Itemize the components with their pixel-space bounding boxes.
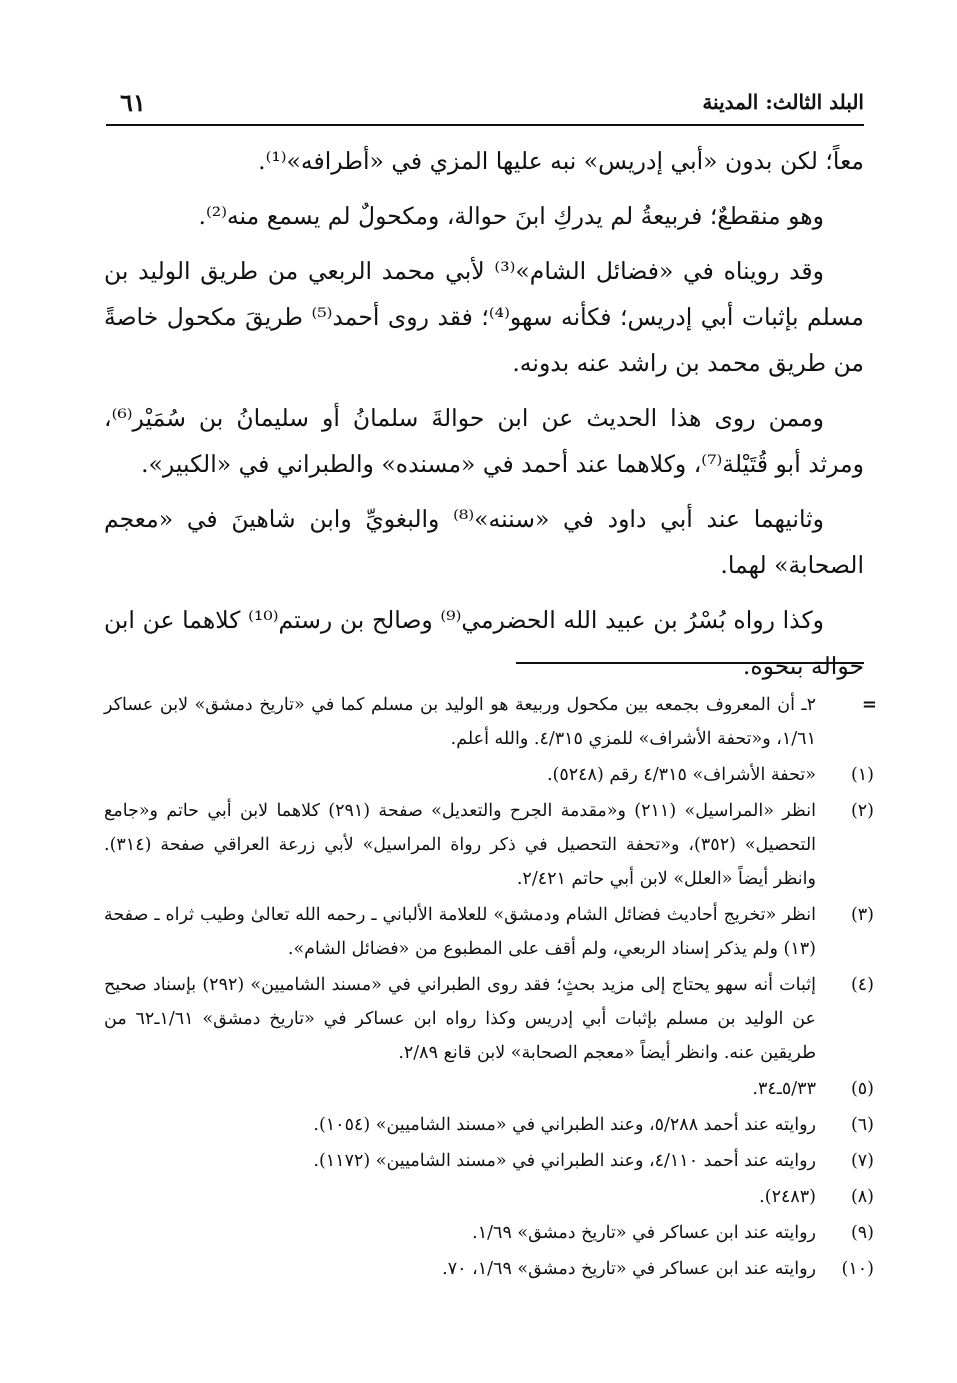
footnote-number: (١)	[850, 765, 874, 785]
footnote-text: ٥/٣٣ـ٣٤.	[752, 1079, 816, 1099]
footnote-number: (١٠)	[841, 1259, 874, 1279]
paragraph: وكذا رواه بُسْرُ بن عبيد الله الحضرمي⁽⁹⁾ وصالح بن رستم⁽¹⁰⁾ كلاهما عن ابن حوالة بنحوه.	[104, 606, 864, 680]
footnote-text: «تحفة الأشراف» ٤/٣١٥ رقم (٥٢٤٨).	[546, 765, 816, 785]
footnote-number: (٨)	[850, 1187, 874, 1207]
footnote-number: (٦)	[850, 1115, 874, 1135]
footnote-item	[104, 1180, 874, 1214]
footnote-text: إثبات أنه سهو يحتاج إلى مزيد بحثٍ؛ فقد روى الطبراني في «مسند الشاميين» (٢٩٢) بإسناد صحيح عن الوليد بن مسلم بإثبات أبي إدريس وكذا رواه ابن عساكر في «تاريخ دمشق» ١/٦١ـ٦٢ من طريقين عنه. وانظر أيضاً «معجم الصحابة» لابن قانع ٢/٨٩.	[104, 975, 816, 1063]
footnote-item	[104, 898, 874, 966]
page-header	[106, 82, 864, 122]
running-title: البلد الثالث: المدينة	[702, 90, 864, 114]
footnote-item	[104, 1072, 874, 1106]
footnote-item	[104, 794, 874, 896]
paragraph: وثانيهما عند أبي داود في «سننه»⁽⁸⁾ والبغويِّ وابن شاهينَ في «معجم الصحابة» لهما.	[104, 505, 864, 579]
footnote-item	[104, 1216, 874, 1250]
footnote-text: انظر «المراسيل» (٢١١) و«مقدمة الجرح والتعديل» صفحة (٢٩١) كلاهما لابن أبي حاتم و«جامع التحصيل» (٣٥٢)، و«تحفة التحصيل في ذكر رواة المراسيل» لأبي زرعة العراقي صفحة (٣١٤). وانظر أيضاً «العلل» لابن أبي حاتم ٢/٤٢١.	[104, 801, 817, 889]
footnote-number: (٥)	[850, 1079, 874, 1099]
footnote-text: روايته عند ابن عساكر في «تاريخ دمشق» ١/٦٩.	[472, 1223, 816, 1243]
footnote-item	[104, 1108, 874, 1142]
footnote-item	[104, 968, 874, 1070]
paragraph: معاً؛ لكن بدون «أبي إدريس» نبه عليها المزي في «أطرافه»⁽¹⁾.	[258, 147, 864, 175]
footnote-continued-mark: =	[861, 694, 877, 715]
footnote-text: ٢ـ أن المعروف بجمعه بين مكحول وربيعة هو الوليد بن مسلم كما في «تاريخ دمشق» لابن عساكر ١/٦١، و«تحفة الأشراف» للمزي ٤/٣١٥. والله أعلم.	[104, 695, 816, 749]
footnote-item	[104, 758, 874, 792]
footnote-number: (٩)	[850, 1223, 874, 1243]
footnote-item	[104, 688, 874, 756]
footnote-text: روايته عند ابن عساكر في «تاريخ دمشق» ١/٦٩، ٧٠.	[442, 1259, 816, 1279]
footnotes	[104, 688, 874, 1288]
paragraph: وممن روى هذا الحديث عن ابن حوالةَ سلمانُ أو سليمانُ بن سُمَيْر⁽⁶⁾، ومرثد أبو قُتَيْلة⁽⁷⁾، وكلاهما عند أحمد في «مسنده» والطبراني في «الكبير».	[104, 404, 864, 478]
paragraph: وقد رويناه في «فضائل الشام»⁽³⁾ لأبي محمد الربعي من طريق الوليد بن مسلم بإثبات أبي إدريس؛ فكأنه سهو⁽⁴⁾؛ فقد روى أحمد⁽⁵⁾ طريقَ مكحول خاصةً من طريق محمد بن راشد عنه بدونه.	[104, 257, 865, 377]
paragraph: وهو منقطعٌ؛ فربيعةُ لم يدركِ ابنَ حوالة، ومكحولٌ لم يسمع منه⁽²⁾.	[198, 202, 824, 230]
footnote-number: (٣)	[850, 905, 874, 925]
header-rule	[106, 124, 864, 126]
page-number: ٦١	[120, 88, 146, 117]
footnote-separator	[516, 662, 864, 664]
footnote-number: (٧)	[850, 1151, 874, 1171]
footnote-text: انظر «تخريج أحاديث فضائل الشام ودمشق» للعلامة الألباني ـ رحمه الله تعالىٰ وطيب ثراه ـ صفحة (١٣) ولم يذكر إسناد الربعي، ولم أقف على المطبوع من «فضائل الشام».	[104, 905, 816, 959]
footnote-text: روايته عند أحمد ٥/٢٨٨، وعند الطبراني في «مسند الشاميين» (١٠٥٤).	[313, 1115, 816, 1135]
footnote-text: (٢٤٨٣).	[759, 1187, 816, 1207]
footnote-text: روايته عند أحمد ٤/١١٠، وعند الطبراني في «مسند الشاميين» (١١٧٢).	[313, 1151, 816, 1171]
main-text	[104, 138, 864, 698]
footnote-item	[104, 1144, 874, 1178]
footnote-number: (٢)	[850, 801, 874, 821]
footnote-item	[104, 1252, 874, 1286]
footnote-number: (٤)	[850, 975, 874, 995]
